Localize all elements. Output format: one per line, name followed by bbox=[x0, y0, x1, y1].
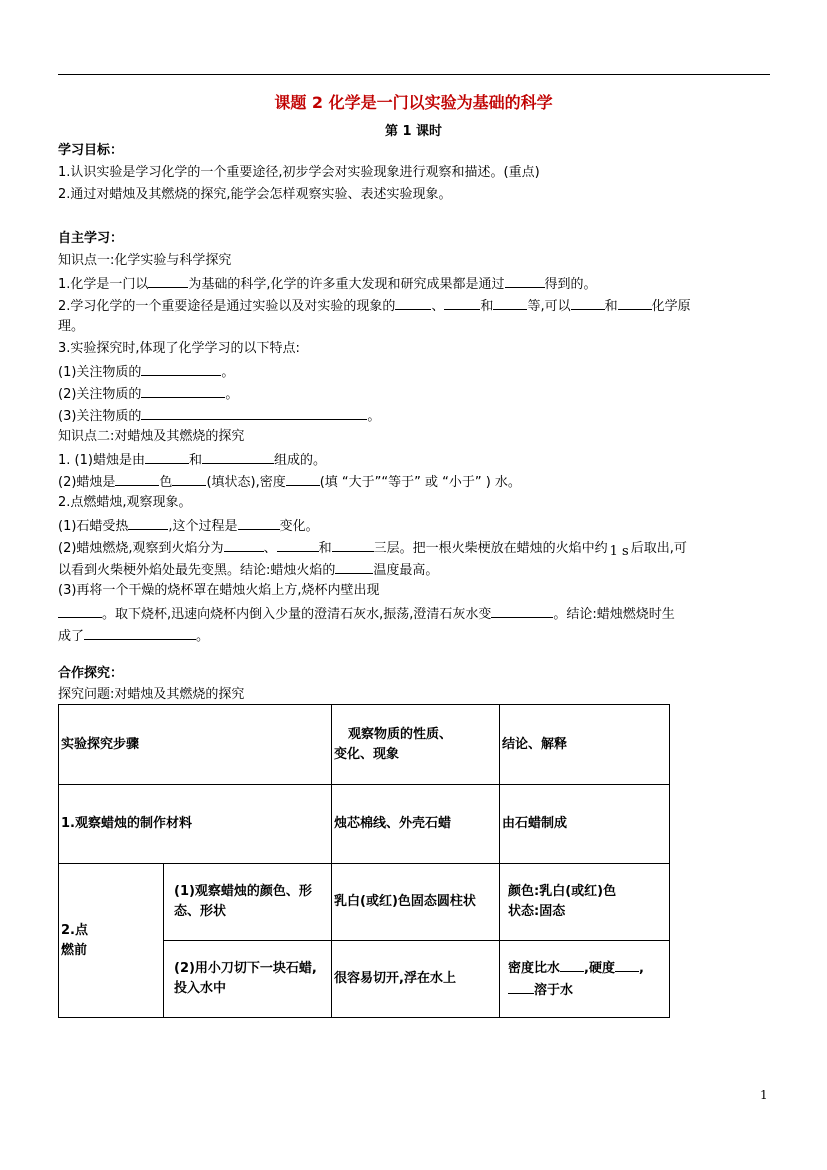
candle-q4: (1)石蜡受热 ,这个过程是 变化。 bbox=[58, 515, 319, 537]
question-3-2: (2)关注物质的 。 bbox=[58, 383, 238, 405]
candle-q6: 以看到火柴梗外焰处最先变黑。结论:蜡烛火焰的 温度最高。 bbox=[58, 559, 438, 581]
step-cell: 1.观察蜡烛的制作材料 bbox=[59, 785, 332, 864]
candle-q8: 。取下烧杯,迅速向烧杯内倒入少量的澄清石灰水,振荡,澄清石灰水变 。结论:蜡烛燃烧时生 bbox=[58, 603, 675, 625]
candle-q1: 1. (1)蜡烛是由 和 组成的。 bbox=[58, 449, 326, 471]
fill-blank[interactable] bbox=[491, 603, 553, 618]
fill-blank[interactable] bbox=[148, 273, 188, 288]
fill-blank[interactable] bbox=[571, 295, 605, 310]
question-3: 3.实验探究时,体现了化学学习的以下特点: bbox=[58, 341, 300, 356]
candle-q9: 成了 。 bbox=[58, 625, 209, 647]
page-number: 1 bbox=[760, 1088, 768, 1102]
fill-blank[interactable] bbox=[145, 449, 189, 464]
fill-blank[interactable] bbox=[560, 957, 584, 972]
coop-heading: 合作探究： bbox=[58, 666, 124, 681]
step-group-cell: 2.点 燃前 bbox=[59, 864, 164, 1018]
header-conclusion: 结论、解释 bbox=[500, 705, 670, 785]
candle-q5: (2)蜡烛燃烧,观察到火焰分为 、 和 三层。把一根火柴梗放在蜡烛的火焰中约 1 s 后取出,可 bbox=[58, 537, 687, 559]
goal-item: 1.认识实验是学习化学的一个重要途径,初步学会对实验现象进行观察和描述。(重点) bbox=[58, 165, 540, 180]
question-2-cont: 理。 bbox=[58, 319, 85, 334]
fill-blank[interactable] bbox=[84, 625, 196, 640]
experiment-table bbox=[58, 704, 670, 1018]
header-step: 实验探究步骤 bbox=[59, 705, 332, 785]
goal-item: 2.通过对蜡烛及其燃烧的探究,能学会怎样观察实验、表述实验现象。 bbox=[58, 187, 452, 202]
table-header-row bbox=[59, 705, 670, 785]
candle-q2: (2)蜡烛是 色 (填状态),密度 (填 “大于”“等于” 或 “小于” ) 水。 bbox=[58, 471, 521, 493]
table-row bbox=[59, 864, 670, 941]
fill-blank[interactable] bbox=[141, 361, 221, 376]
candle-q3: 2.点燃蜡烛,观察现象。 bbox=[58, 495, 192, 510]
goals-heading: 学习目标： bbox=[58, 143, 124, 158]
header-rule bbox=[58, 74, 770, 75]
coop-problem: 探究问题:对蜡烛及其燃烧的探究 bbox=[58, 687, 245, 702]
step-cell: (1)观察蜡烛的颜色、形 态、形状 bbox=[164, 864, 332, 941]
candle-q7: (3)再将一个干燥的烧杯罩在蜡烛火焰上方,烧杯内壁出现 bbox=[58, 583, 380, 598]
header-observation: 观察物质的性质、 变化、现象 bbox=[332, 705, 500, 785]
fill-blank[interactable] bbox=[115, 471, 159, 486]
fill-blank[interactable] bbox=[141, 405, 367, 420]
fill-blank[interactable] bbox=[277, 537, 319, 552]
observation-cell: 烛芯棉线、外壳石蜡 bbox=[332, 785, 500, 864]
fill-blank[interactable] bbox=[395, 295, 431, 310]
question-3-3: (3)关注物质的 。 bbox=[58, 405, 380, 427]
fill-blank[interactable] bbox=[493, 295, 527, 310]
fill-blank[interactable] bbox=[238, 515, 280, 530]
fill-blank[interactable] bbox=[141, 383, 225, 398]
self-study-heading: 自主学习： bbox=[58, 231, 124, 246]
fill-blank[interactable] bbox=[128, 515, 168, 530]
fill-blank[interactable] bbox=[508, 979, 534, 994]
conclusion-cell: 密度比水 ,硬度 , 溶于水 bbox=[500, 941, 670, 1018]
fill-blank[interactable] bbox=[286, 471, 320, 486]
fill-blank[interactable] bbox=[172, 471, 206, 486]
observation-cell: 很容易切开,浮在水上 bbox=[332, 941, 500, 1018]
table-row bbox=[59, 785, 670, 864]
fill-blank[interactable] bbox=[224, 537, 264, 552]
lesson-period: 第 1 课时 bbox=[384, 124, 443, 139]
question-2: 2.学习化学的一个重要途径是通过实验以及对实验的现象的 、 和 等,可以 和 化学原 bbox=[58, 295, 691, 317]
fill-blank[interactable] bbox=[202, 449, 274, 464]
fill-blank[interactable] bbox=[615, 957, 639, 972]
conclusion-cell: 由石蜡制成 bbox=[500, 785, 670, 864]
conclusion-cell: 颜色:乳白(或红)色 状态:固态 bbox=[500, 864, 670, 941]
lesson-title: 课题 2 化学是一门以实验为基础的科学 bbox=[274, 93, 553, 112]
step-cell: (2)用小刀切下一块石蜡, 投入水中 bbox=[164, 941, 332, 1018]
question-1: 1.化学是一门以 为基础的科学,化学的许多重大发现和研究成果都是通过 得到的。 bbox=[58, 273, 597, 295]
knowledge-point-1: 知识点一:化学实验与科学探究 bbox=[58, 253, 232, 268]
fill-blank[interactable] bbox=[332, 537, 374, 552]
knowledge-point-2: 知识点二:对蜡烛及其燃烧的探究 bbox=[58, 429, 245, 444]
fill-blank[interactable] bbox=[58, 603, 102, 618]
observation-cell: 乳白(或红)色固态圆柱状 bbox=[332, 864, 500, 941]
fill-blank[interactable] bbox=[335, 559, 373, 574]
fill-blank[interactable] bbox=[505, 273, 545, 288]
fill-blank[interactable] bbox=[444, 295, 480, 310]
fill-blank[interactable] bbox=[618, 295, 652, 310]
question-3-1: (1)关注物质的 。 bbox=[58, 361, 234, 383]
